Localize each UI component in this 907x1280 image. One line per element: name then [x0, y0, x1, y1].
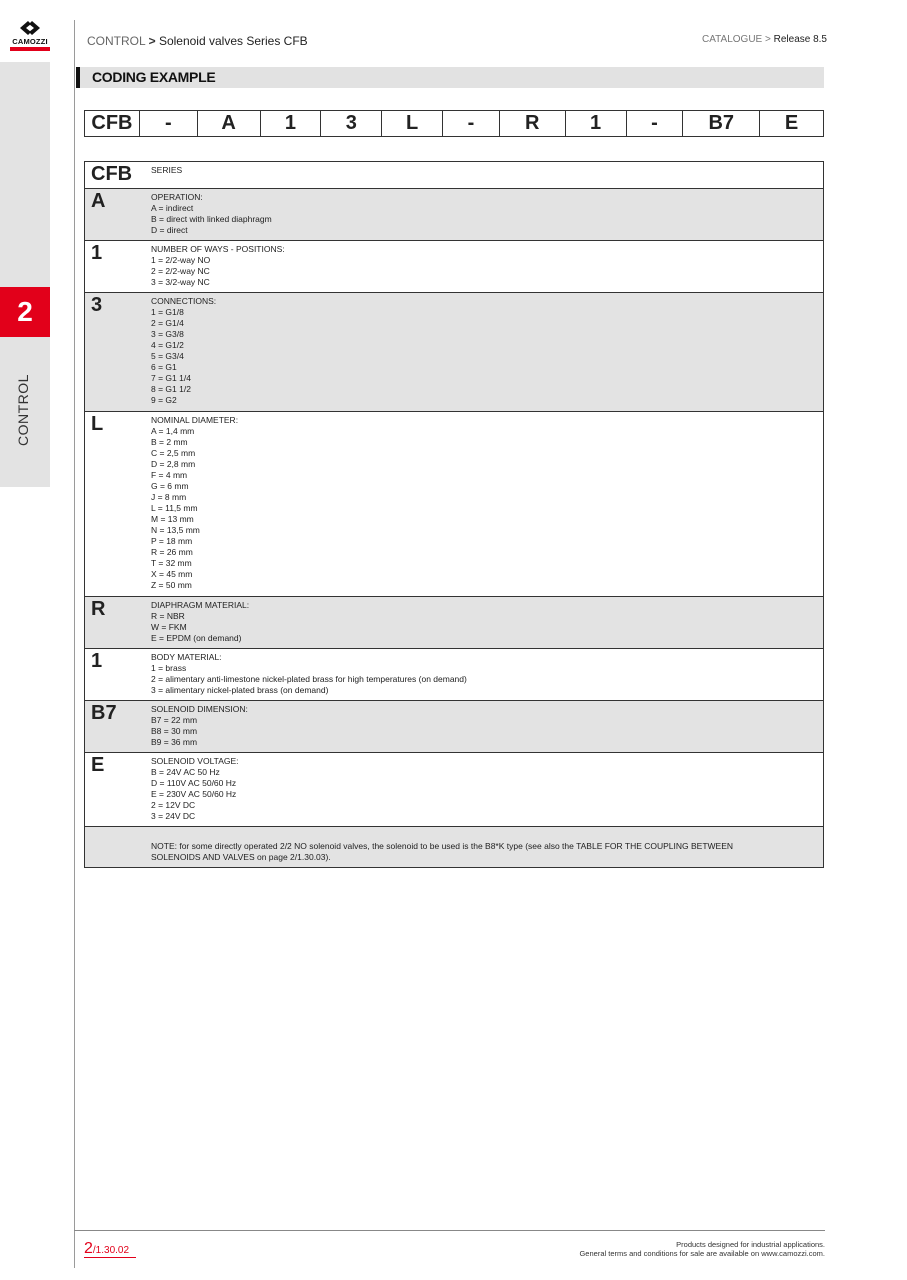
row-description [151, 293, 823, 411]
page-number [84, 1240, 129, 1258]
row-description [151, 162, 823, 188]
row-option: 3 = G3/8 [151, 329, 184, 339]
code-cell: L [382, 111, 443, 136]
section-title: CODING EXAMPLE [92, 69, 216, 85]
footer-divider [74, 1230, 825, 1231]
coding-description-table [84, 161, 824, 868]
page-number-ref: /1.30.02 [92, 1245, 130, 1256]
footer-line-1: Products designed for industrial applications. [676, 1240, 825, 1249]
row-option: 7 = G1 1/4 [151, 373, 191, 383]
breadcrumb-current: Solenoid valves Series CFB [158, 34, 308, 48]
breadcrumb-parent[interactable]: CONTROL [87, 34, 146, 48]
note-spacer [85, 827, 151, 867]
row-option: 6 = G1 [151, 362, 177, 372]
row-code: 1 [91, 242, 103, 264]
row-code: 1 [91, 650, 103, 672]
logo-underline [10, 47, 50, 51]
row-option: B = 24V AC 50 Hz [151, 767, 220, 777]
row-option: B9 = 36 mm [151, 737, 198, 747]
row-code: A [91, 190, 106, 212]
row-description [151, 412, 823, 596]
camozzi-logo-icon [18, 20, 42, 36]
row-option: 1 = 2/2-way NO [151, 255, 211, 265]
code-cell: E [784, 112, 799, 134]
row-option: D = 2,8 mm [151, 459, 196, 469]
code-cell: 3 [321, 111, 382, 136]
row-option: B = 2 mm [151, 437, 188, 447]
page-number-chapter: 2 [84, 1240, 93, 1257]
row-option: Z = 50 mm [151, 580, 192, 590]
row-code: E [91, 754, 105, 776]
row-option: M = 13 mm [151, 514, 194, 524]
chapter-number-badge[interactable]: 2 [0, 287, 50, 337]
coding-example-row [84, 110, 824, 137]
row-option: A = indirect [151, 203, 194, 213]
row-option: R = NBR [151, 611, 185, 621]
table-row [85, 597, 823, 649]
row-option: 2 = 2/2-way NC [151, 266, 210, 276]
row-title: NUMBER OF WAYS - POSITIONS: [151, 244, 285, 254]
row-option: R = 26 mm [151, 547, 193, 557]
row-title: CONNECTIONS: [151, 296, 217, 306]
table-row [85, 701, 823, 753]
code-cell: - [140, 111, 198, 136]
row-title: OPERATION: [151, 192, 203, 202]
row-option: P = 18 mm [151, 536, 193, 546]
code-cell: B7 [683, 111, 760, 136]
footer-legal [579, 1240, 825, 1258]
table-row [85, 293, 823, 412]
note-row [85, 827, 823, 867]
catalogue-release-version: Release 8.5 [773, 34, 827, 45]
section-heading-accent [76, 67, 80, 88]
row-description [151, 241, 823, 292]
row-option: 3 = alimentary nickel-plated brass (on demand) [151, 685, 329, 695]
row-option: 2 = G1/4 [151, 318, 184, 328]
sidebar-chapter-label[interactable]: CONTROL [15, 374, 31, 446]
row-option: 8 = G1 1/2 [151, 384, 191, 394]
row-code: R [91, 598, 106, 620]
row-option: E = 230V AC 50/60 Hz [151, 789, 237, 799]
row-code: 3 [91, 294, 103, 316]
code-cell: 1 [566, 111, 627, 136]
row-option: B = direct with linked diaphragm [151, 214, 272, 224]
row-option: 5 = G3/4 [151, 351, 184, 361]
row-code: B7 [91, 702, 117, 724]
row-code: CFB [91, 163, 133, 185]
table-row [85, 753, 823, 827]
row-description [151, 189, 823, 240]
row-description [151, 597, 823, 648]
table-row [85, 162, 823, 189]
footer-line-2: General terms and conditions for sale are available on www.camozzi.com. [579, 1249, 825, 1258]
table-row [85, 241, 823, 293]
catalogue-separator: > [765, 34, 771, 45]
row-description [151, 649, 823, 700]
code-cell: - [443, 111, 500, 136]
note-text: NOTE: for some directly operated 2/2 NO solenoid valves, the solenoid to be used is the B8*K type (see also the TABLE FOR THE COUPLING BETWEEN SOLENOIDS AND VALVES on page 2/1.30.03). [151, 841, 734, 862]
section-heading-bar [76, 67, 824, 88]
catalogue-label: CATALOGUE [702, 34, 763, 45]
row-option: 4 = G1/2 [151, 340, 184, 350]
breadcrumb [87, 34, 308, 48]
camozzi-logo [8, 20, 52, 51]
row-title: SOLENOID DIMENSION: [151, 704, 248, 714]
breadcrumb-separator: > [148, 34, 156, 48]
row-option: X = 45 mm [151, 569, 193, 579]
code-cell: R [500, 111, 566, 136]
row-option: D = direct [151, 225, 188, 235]
table-row [85, 412, 823, 597]
row-option: L = 11,5 mm [151, 503, 198, 513]
row-option: B7 = 22 mm [151, 715, 198, 725]
row-option: 3 = 3/2-way NC [151, 277, 210, 287]
row-option: 9 = G2 [151, 395, 177, 405]
row-title: SERIES [151, 165, 183, 175]
row-option: 1 = brass [151, 663, 187, 673]
row-option: N = 13,5 mm [151, 525, 200, 535]
row-option: W = FKM [151, 622, 187, 632]
code-cell: A [198, 111, 261, 136]
row-option: C = 2,5 mm [151, 448, 196, 458]
row-title: NOMINAL DIAMETER: [151, 415, 239, 425]
row-title: SOLENOID VOLTAGE: [151, 756, 239, 766]
row-option: 2 = 12V DC [151, 800, 196, 810]
row-description [151, 753, 823, 826]
row-option: J = 8 mm [151, 492, 187, 502]
code-cell: CFB [85, 111, 140, 136]
row-option: E = EPDM (on demand) [151, 633, 242, 643]
catalogue-release [702, 34, 827, 45]
row-option: 3 = 24V DC [151, 811, 196, 821]
page-number-underline [84, 1257, 136, 1258]
row-title: BODY MATERIAL: [151, 652, 222, 662]
row-option: F = 4 mm [151, 470, 188, 480]
logo-text: CAMOZZI [12, 37, 48, 46]
row-description [151, 701, 823, 752]
row-option: T = 32 mm [151, 558, 192, 568]
row-code: L [91, 413, 104, 435]
table-row [85, 189, 823, 241]
row-title: DIAPHRAGM MATERIAL: [151, 600, 250, 610]
row-option: 1 = G1/8 [151, 307, 184, 317]
row-option: 2 = alimentary anti-limestone nickel-plated brass for high temperatures (on demand) [151, 674, 467, 684]
code-cell: - [627, 111, 684, 136]
code-cell: 1 [261, 111, 322, 136]
row-option: D = 110V AC 50/60 Hz [151, 778, 237, 788]
row-option: B8 = 30 mm [151, 726, 198, 736]
table-row [85, 649, 823, 701]
row-option: A = 1,4 mm [151, 426, 195, 436]
left-divider-line [74, 20, 75, 1268]
row-option: G = 6 mm [151, 481, 189, 491]
